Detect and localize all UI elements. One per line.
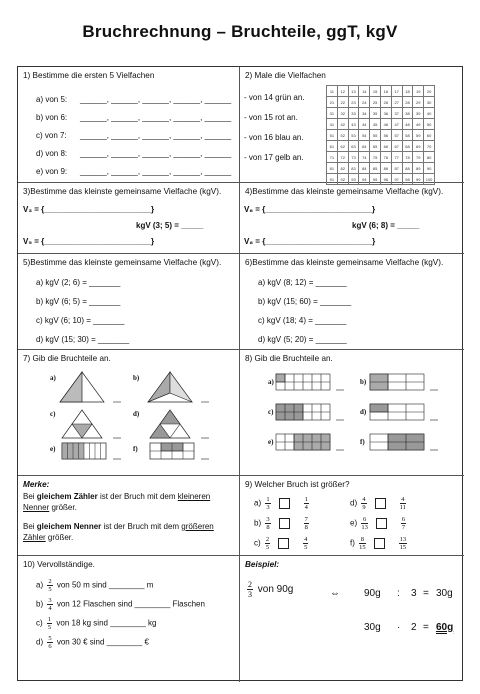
denominator: 5 <box>48 586 52 593</box>
fraction <box>47 635 52 650</box>
grid-cell[interactable]: 13 <box>348 86 359 97</box>
answer-box[interactable] <box>376 518 387 529</box>
numerator: 13 <box>399 536 407 543</box>
grid-cell[interactable]: 54 <box>359 130 370 141</box>
grid-cell[interactable]: 19 <box>413 86 424 97</box>
task-5-item[interactable]: a) kgV (2; 6) = _______ <box>36 278 121 287</box>
grid-cell[interactable]: 84 <box>359 163 370 174</box>
grid-cell[interactable]: 75 <box>370 152 381 163</box>
grid-cell[interactable]: 50 <box>424 119 435 130</box>
text: kleineren <box>177 492 211 501</box>
fraction-right <box>304 496 309 511</box>
task-6-item[interactable]: a) kgV (8; 12) = _______ <box>258 278 347 287</box>
text: gleichem Zähler <box>36 492 98 501</box>
item-label: d) <box>350 498 358 508</box>
calc-1-op: : <box>397 588 400 599</box>
task-2-heading: 2) Male die Vielfachen <box>245 71 326 80</box>
grid-cell[interactable]: 99 <box>413 174 424 185</box>
compare-item <box>350 536 409 551</box>
grid-cell[interactable]: 97 <box>391 174 402 185</box>
grid-cell[interactable]: 34 <box>359 108 370 119</box>
numerator: 1 <box>266 496 270 503</box>
calc-2: 30g <box>364 622 381 633</box>
task-6-item[interactable]: d) kgV (5; 20) = _______ <box>258 335 347 344</box>
task-5-item[interactable]: c) kgV (6; 10) = _______ <box>36 316 125 325</box>
grid-cell[interactable]: 28 <box>402 97 413 108</box>
fig-label: e) <box>50 445 56 453</box>
text: größeren <box>181 522 214 531</box>
fraction-right <box>401 516 406 531</box>
fraction <box>47 578 52 593</box>
text: ist der Bruch mit dem <box>101 522 182 531</box>
grid-cell[interactable]: 52 <box>337 130 348 141</box>
fig-label: c) <box>50 410 56 418</box>
page-title: Bruchrechnung – Bruchteile, ggT, kgV <box>82 22 398 41</box>
grid-row <box>327 119 435 130</box>
grid-cell[interactable]: 27 <box>391 97 402 108</box>
fraction-left <box>359 536 366 551</box>
grid-cell[interactable]: 89 <box>413 163 424 174</box>
grid-cell[interactable]: 49 <box>413 119 424 130</box>
grid-cell[interactable]: 24 <box>359 97 370 108</box>
grid-cell[interactable]: 20 <box>424 86 435 97</box>
grid-cell[interactable]: 55 <box>370 130 381 141</box>
fig-label: d) <box>360 408 367 416</box>
task-3 <box>18 183 240 254</box>
grid-cell[interactable]: 80 <box>424 152 435 163</box>
grid-cell[interactable]: 79 <box>413 152 424 163</box>
item-label: b) <box>36 599 44 609</box>
grid-cell[interactable]: 64 <box>359 141 370 152</box>
grid-cell[interactable]: 82 <box>337 163 348 174</box>
grid-cell[interactable]: 62 <box>337 141 348 152</box>
grid-cell[interactable]: 57 <box>391 130 402 141</box>
denominator: 8 <box>266 524 270 531</box>
fraction-right <box>399 536 408 551</box>
fraction-right <box>303 536 308 551</box>
grid-cell[interactable]: 100 <box>424 174 435 185</box>
task-10-heading: 10) Vervollständige. <box>23 560 95 569</box>
grid-row <box>327 97 435 108</box>
multiples-set-6[interactable]: V₆ = {________________________} <box>244 205 376 214</box>
grid-cell[interactable]: 67 <box>391 141 402 152</box>
grid-row <box>327 174 435 185</box>
item-text: von 50 m sind ________ m <box>56 580 154 590</box>
task-6 <box>240 254 464 350</box>
hundred-grid <box>326 85 435 185</box>
grid-cell[interactable]: 38 <box>402 108 413 119</box>
task-5-item[interactable]: d) kgV (15; 30) = _______ <box>36 335 130 344</box>
grid-row <box>327 152 435 163</box>
grid-cell[interactable]: 81 <box>327 163 338 174</box>
text: Zähler <box>23 533 46 542</box>
numerator: 4 <box>304 536 308 543</box>
item-label: c) <box>254 538 261 548</box>
denominator: 11 <box>399 504 406 511</box>
grid-cell[interactable]: 29 <box>413 97 424 108</box>
fig-label: e) <box>268 438 274 446</box>
denominator: 5 <box>265 544 270 551</box>
numerator: 6 <box>362 516 367 523</box>
task-1-item: c) von 7: <box>36 131 67 140</box>
task-4-heading: 4)Bestimme das kleinste gemeinsame Vielfache (kgV). <box>245 187 444 196</box>
beispiel-line-1 <box>245 580 293 599</box>
item-label: a) <box>36 580 44 590</box>
task-1-item: b) von 6: <box>36 113 68 122</box>
grid-cell[interactable]: 45 <box>370 119 381 130</box>
text: Nenner <box>23 503 50 512</box>
grid-cell[interactable]: 36 <box>380 108 391 119</box>
numerator: 8 <box>360 536 364 543</box>
calc-1-result: 30g <box>436 588 453 599</box>
grid-cell[interactable]: 65 <box>370 141 381 152</box>
fraction <box>47 616 52 631</box>
answer-box[interactable] <box>279 518 290 529</box>
task-6-item[interactable]: c) kgV (18; 4) = _______ <box>258 316 347 325</box>
task-1 <box>18 67 240 183</box>
task-10 <box>18 556 240 682</box>
grid-cell[interactable]: 71 <box>327 152 338 163</box>
task-1-item: d) von 8: <box>36 149 68 158</box>
answer-box[interactable] <box>374 538 385 549</box>
calc-2-num: 2 <box>411 622 417 633</box>
grid-cell[interactable]: 70 <box>424 141 435 152</box>
grid-cell[interactable]: 25 <box>370 97 381 108</box>
denominator: 13 <box>361 524 368 531</box>
fig-label: f) <box>133 445 138 453</box>
calc-2-eq: = <box>423 622 429 633</box>
fig-label: b) <box>133 374 140 382</box>
compare-item <box>254 516 311 531</box>
task-7 <box>18 350 240 476</box>
answer-blanks[interactable]: ______, ______, ______, ______, ______ <box>80 95 232 104</box>
task-5 <box>18 254 240 350</box>
grid-cell[interactable]: 33 <box>348 108 359 119</box>
fraction-left <box>361 516 368 531</box>
kgv-3-5[interactable]: kgV (3; 5) = _____ <box>136 221 204 230</box>
grid-cell[interactable]: 46 <box>380 119 391 130</box>
grid-cell[interactable]: 48 <box>402 119 413 130</box>
beispiel-box <box>240 556 464 682</box>
fraction-left <box>265 516 270 531</box>
numerator: 6 <box>401 516 406 523</box>
grid-cell[interactable]: 60 <box>424 130 435 141</box>
grid-cell[interactable]: 94 <box>359 174 370 185</box>
grid-cell[interactable]: 59 <box>413 130 424 141</box>
grid-cell[interactable]: 17 <box>391 86 402 97</box>
grid-cell[interactable]: 87 <box>391 163 402 174</box>
task-2-item: - von 17 gelb an. <box>244 153 304 162</box>
grid-cell[interactable]: 14 <box>359 86 370 97</box>
grid-cell[interactable]: 26 <box>380 97 391 108</box>
grid-cell[interactable]: 78 <box>402 152 413 163</box>
numerator: 7 <box>304 516 308 523</box>
calc-2-result: 60g <box>436 622 454 633</box>
merke-title: Merke: <box>23 480 50 489</box>
grid-cell[interactable]: 72 <box>337 152 348 163</box>
denominator: 3 <box>266 504 270 511</box>
grid-cell[interactable]: 30 <box>424 97 435 108</box>
merke-rule-2 <box>23 521 234 543</box>
numerator: 4 <box>401 496 405 503</box>
text: größer. <box>49 503 77 512</box>
grid-cell[interactable]: 91 <box>327 174 338 185</box>
grid-cell[interactable]: 12 <box>337 86 348 97</box>
task-4 <box>240 183 464 254</box>
grid-row <box>327 163 435 174</box>
task-5-heading: 5)Bestimme das kleinste gemeinsame Vielfache (kgV). <box>23 258 222 267</box>
item-text: von 18 kg sind ________ kg <box>56 618 157 628</box>
fig-label: f) <box>360 438 365 446</box>
fraction-right <box>304 516 309 531</box>
item-text: von 12 Flaschen sind ________ Flaschen <box>56 599 205 609</box>
task-1-heading: 1) Bestimme die ersten 5 Vielfachen <box>23 71 155 80</box>
grid-cell[interactable]: 90 <box>424 163 435 174</box>
grid-cell[interactable]: 58 <box>402 130 413 141</box>
fraction-left <box>265 536 270 551</box>
grid-cell[interactable]: 98 <box>402 174 413 185</box>
text: ist der Bruch mit dem <box>97 492 178 501</box>
task-2-item: - von 14 grün an. <box>244 93 305 102</box>
denominator: 9 <box>362 504 366 511</box>
kgv-6-8[interactable]: kgV (6; 8) = _____ <box>352 221 420 230</box>
denominator: 15 <box>359 544 366 551</box>
grid-cell[interactable]: 53 <box>348 130 359 141</box>
text: Bei <box>23 522 37 531</box>
task-1-item: a) von 5: <box>36 95 68 104</box>
item-text: von 30 € sind ________ € <box>56 637 149 647</box>
fraction-figures <box>18 350 240 476</box>
answer-box[interactable] <box>375 498 386 509</box>
grid-cell[interactable]: 93 <box>348 174 359 185</box>
text: von 90g <box>257 584 294 596</box>
task-5-item[interactable]: b) kgV (6; 5) = _______ <box>36 297 121 306</box>
grid-cell[interactable]: 32 <box>337 108 348 119</box>
grid-cell[interactable]: 11 <box>327 86 338 97</box>
answer-blanks[interactable]: ______, ______, ______, ______, ______ <box>80 131 232 140</box>
grid-cell[interactable]: 66 <box>380 141 391 152</box>
calc-1-eq: = <box>423 588 429 599</box>
item-label: c) <box>36 618 43 628</box>
task-8-heading: 8) Gib die Bruchteile an. <box>245 354 333 363</box>
numerator: 2 <box>265 536 270 543</box>
item-label: e) <box>350 518 358 528</box>
answer-blanks[interactable]: ______, ______, ______, ______, ______ <box>80 167 232 176</box>
beispiel-title: Beispiel: <box>245 560 280 569</box>
numerator: 2 <box>248 580 252 589</box>
grid-cell[interactable]: 63 <box>348 141 359 152</box>
grid-row <box>327 130 435 141</box>
compare-item <box>350 516 408 531</box>
task-7-heading: 7) Gib die Bruchteile an. <box>23 354 111 363</box>
grid-cell[interactable]: 83 <box>348 163 359 174</box>
compare-item <box>350 496 408 511</box>
fig-label: d) <box>133 410 140 418</box>
grid-cell[interactable]: 22 <box>337 97 348 108</box>
fig-label: c) <box>268 408 274 416</box>
fraction-right <box>400 496 406 511</box>
grid-cell[interactable]: 43 <box>348 119 359 130</box>
multiples-set-5[interactable]: V₅ = {________________________} <box>23 237 155 246</box>
multiples-set-8[interactable]: V₈ = {________________________} <box>244 237 376 246</box>
merke-box <box>18 476 240 556</box>
denominator: 15 <box>399 544 407 551</box>
answer-blanks[interactable]: ______, ______, ______, ______, ______ <box>80 149 232 158</box>
grid-row <box>327 141 435 152</box>
answer-box[interactable] <box>278 538 289 549</box>
compare-item <box>254 536 310 551</box>
denominator: 4 <box>48 605 52 612</box>
grid-cell[interactable]: 51 <box>327 130 338 141</box>
task-6-item[interactable]: b) kgV (15; 60) = _______ <box>258 297 352 306</box>
complete-item[interactable] <box>36 597 205 612</box>
grid-cell[interactable]: 86 <box>380 163 391 174</box>
compare-item <box>254 496 311 511</box>
denominator: 5 <box>47 624 52 631</box>
denominator: 3 <box>248 590 252 599</box>
numerator: 4 <box>362 496 366 503</box>
grid-cell[interactable]: 61 <box>327 141 338 152</box>
complete-item[interactable] <box>36 616 156 631</box>
numerator: 1 <box>304 496 308 503</box>
item-label: f) <box>350 538 355 548</box>
item-label: b) <box>254 518 262 528</box>
grid-cell[interactable]: 44 <box>359 119 370 130</box>
grid-cell[interactable]: 18 <box>402 86 413 97</box>
numerator: 1 <box>47 616 52 623</box>
grid-cell[interactable]: 35 <box>370 108 381 119</box>
fig-label: a) <box>268 378 274 386</box>
task-2-item: - von 16 blau an. <box>244 133 304 142</box>
task-8 <box>240 350 464 476</box>
complete-item[interactable] <box>36 578 153 593</box>
grid-cell[interactable]: 56 <box>380 130 391 141</box>
calc-1-num: 3 <box>411 588 417 599</box>
text: Bei <box>23 492 37 501</box>
grid-cell[interactable]: 77 <box>391 152 402 163</box>
fraction-grids <box>240 350 464 476</box>
grid-cell[interactable]: 16 <box>380 86 391 97</box>
denominator: 8 <box>304 524 308 531</box>
numerator: 3 <box>48 597 52 604</box>
fraction <box>47 597 52 612</box>
grid-cell[interactable]: 76 <box>380 152 391 163</box>
grid-cell[interactable]: 31 <box>327 108 338 119</box>
grid-cell[interactable]: 42 <box>337 119 348 130</box>
grid-cell[interactable]: 95 <box>370 174 381 185</box>
numerator: 3 <box>266 516 270 523</box>
fig-label: b) <box>360 378 367 386</box>
text: gleichem Nenner <box>36 522 102 531</box>
complete-item[interactable] <box>36 635 149 650</box>
item-label: a) <box>254 498 262 508</box>
calc-1: 90g <box>364 588 381 599</box>
task-6-heading: 6)Bestimme das kleinste gemeinsame Vielfache (kgV). <box>245 258 444 267</box>
item-label: d) <box>36 637 44 647</box>
numerator: 2 <box>48 578 52 585</box>
grid-cell[interactable]: 92 <box>337 174 348 185</box>
numerator: 5 <box>48 635 52 642</box>
grid-cell[interactable]: 41 <box>327 119 338 130</box>
task-9 <box>240 476 464 556</box>
equivalence-arrow: ⇔ <box>330 588 340 599</box>
fig-label: a) <box>50 374 56 382</box>
fraction-left <box>361 496 366 511</box>
grid-cell[interactable]: 69 <box>413 141 424 152</box>
denominator: 6 <box>48 643 52 650</box>
merke-rule-1 <box>23 491 234 513</box>
denominator: 5 <box>304 544 308 551</box>
task-9-heading: 9) Welcher Bruch ist größer? <box>245 480 350 489</box>
answer-blanks[interactable]: ______, ______, ______, ______, ______ <box>80 113 232 122</box>
calc-2-op: · <box>397 622 401 633</box>
grid-cell[interactable]: 21 <box>327 97 338 108</box>
text: größer. <box>45 533 74 542</box>
grid-row <box>327 108 435 119</box>
answer-box[interactable] <box>279 498 290 509</box>
grid-cell[interactable]: 40 <box>424 108 435 119</box>
grid-row <box>327 86 435 97</box>
fraction <box>247 580 253 599</box>
denominator: 7 <box>401 524 406 531</box>
grid-cell[interactable]: 39 <box>413 108 424 119</box>
grid-cell[interactable]: 96 <box>380 174 391 185</box>
grid-cell[interactable]: 74 <box>359 152 370 163</box>
grid-cell[interactable]: 23 <box>348 97 359 108</box>
grid-cell[interactable]: 68 <box>402 141 413 152</box>
grid-cell[interactable]: 85 <box>370 163 381 174</box>
grid-cell[interactable]: 37 <box>391 108 402 119</box>
grid-cell[interactable]: 47 <box>391 119 402 130</box>
denominator: 4 <box>304 504 308 511</box>
grid-cell[interactable]: 88 <box>402 163 413 174</box>
grid-cell[interactable]: 73 <box>348 152 359 163</box>
multiples-set-3[interactable]: V₃ = {________________________} <box>23 205 155 214</box>
grid-cell[interactable]: 15 <box>370 86 381 97</box>
task-3-heading: 3)Bestimme das kleinste gemeinsame Vielfache (kgV). <box>23 187 222 196</box>
task-2-item: - von 15 rot an. <box>244 113 298 122</box>
task-1-item: e) von 9: <box>36 167 68 176</box>
fraction-left <box>265 496 270 511</box>
